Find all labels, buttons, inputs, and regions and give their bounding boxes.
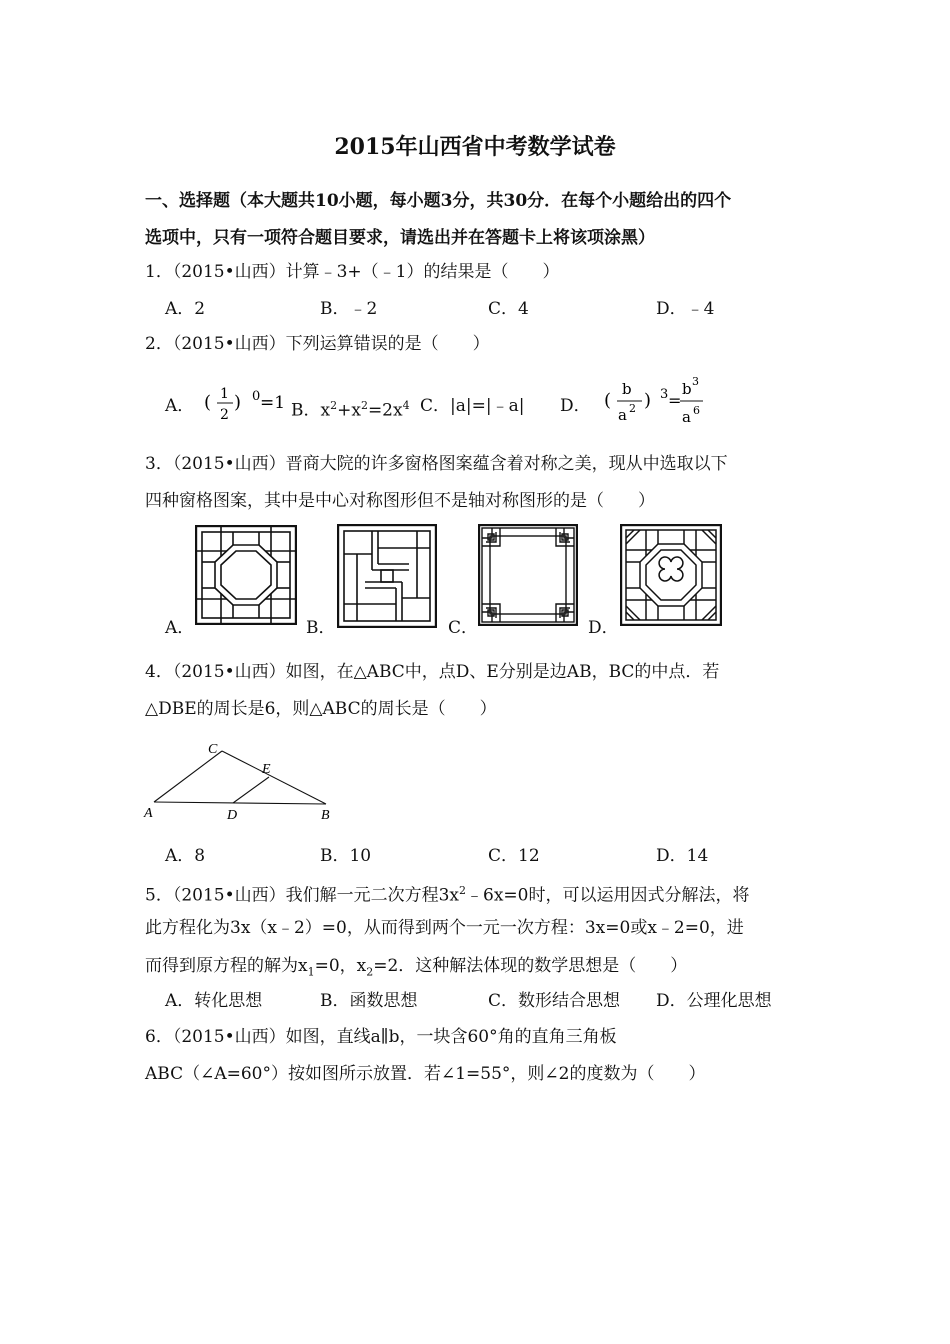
q2-d-equals: = [668,391,682,410]
q5-option-a: A．转化思想 [165,991,263,1011]
q1-option-c: C．4 [488,299,529,319]
q5-line2: 此方程化为3x（x﹣2）=0，从而得到两个一元一次方程：3x=0或x﹣2=0，进 [145,918,744,938]
q3-pattern-b [337,524,437,628]
q2-d-rhs-denominator: a [682,408,691,426]
q6-line2: ABC（∠A=60°）按如图所示放置．若∠1=55°，则∠2的度数为（ ） [145,1064,706,1084]
q1-option-b: B．﹣2 [320,299,378,319]
q5-line3-p2: =0，x [314,956,367,976]
q2-d-paren-left: ( [604,390,612,411]
q3-line1: 3．（2015•山西）晋商大院的许多窗格图案蕴含着对称之美，现从中选取以下 [145,454,728,474]
section-heading-line2: 选项中，只有一项符合题目要求，请选出并在答题卡上将该项涂黑） [145,228,655,248]
q2-b-exp1: 2 [330,399,338,412]
q2-b-plus: +x [337,400,361,421]
section-heading-line1: 一、选择题（本大题共10小题，每小题3分，共30分．在每个小题给出的四个 [145,191,732,211]
q4-side-ab [154,802,326,804]
q2-d-denominator: a [618,406,627,424]
q2-b-exp2: 2 [360,399,368,412]
q4-side-cb [222,751,326,804]
q2-b-exp3: 4 [402,399,410,412]
q3-option-c-label: C． [448,618,479,638]
q4-segment-de [233,777,269,803]
q4-option-d: D．14 [656,846,709,866]
q4-option-a: A．8 [165,846,206,866]
q2-a-numerator: 1 [220,386,229,402]
q5-line1 [145,880,749,907]
q3-option-b-label: B． [306,618,336,638]
q5-line3-p1: 而得到原方程的解为x [145,956,308,976]
q6-line1: 6．（2015•山西）如图，直线a∥b，一块含60°角的直角三角板 [145,1027,617,1047]
q3-option-a-label: A． [165,618,195,638]
page-title: 2015年山西省中考数学试卷 [334,134,616,160]
q2-option-d-label: D． [560,396,591,416]
q2-d-den-exp: 2 [629,402,636,415]
q4-label-e: E [262,762,271,777]
q3-pattern-d [620,524,722,626]
q2-b-eq: =2x [367,400,403,421]
q2-a-exponent: 0 [252,389,261,404]
q5-line3-sub2: 2 [366,965,374,979]
q3-line2: 四种窗格图案，其中是中心对称图形但不是轴对称图形的是（ ） [145,491,655,511]
q5-line1-sup: 2 [459,884,467,897]
q2-a-paren-left: ( [204,392,212,413]
q4-option-b: B．10 [320,846,372,866]
q5-option-b: B．函数思想 [320,991,418,1011]
q2-a-rhs: =1 [260,393,286,413]
q4-option-c: C．12 [488,846,540,866]
q4-triangle-figure [140,735,340,827]
q2-b-x1: x [320,400,331,421]
q1-option-a: A．2 [165,299,206,319]
q2-option-d-formula [600,374,710,432]
q2-a-paren-right: ) [234,392,242,413]
q5-line3-p3: =2．这种解法体现的数学思想是（ ） [373,956,688,976]
q2-d-exponent: 3 [660,387,669,402]
q2-stem: 2．（2015•山西）下列运算错误的是（ ） [145,334,490,354]
q2-option-a-label: A． [165,396,195,416]
q4-label-a: A [144,806,153,821]
q2-d-numerator: b [622,380,632,398]
q2-d-paren-right: ) [644,390,652,411]
q4-label-c: C [208,742,218,757]
q1-stem: 1．（2015•山西）计算﹣3+（﹣1）的结果是（ ） [145,262,560,282]
q2-d-rhs-num-exp: 3 [692,375,699,388]
q4-label-b: B [321,808,330,823]
q2-d-rhs-den-exp: 6 [693,404,700,417]
q5-line1-pre: 5．（2015•山西）我们解一元二次方程3x [145,885,460,906]
q2-b-label: B． [291,400,321,421]
q4-side-ac [154,751,222,802]
q3-pattern-c [478,524,578,626]
q5-option-d: D．公理化思想 [656,991,772,1011]
q4-label-d: D [227,808,238,823]
q2-a-denominator: 2 [220,407,229,423]
q2-option-a-formula [200,378,290,428]
q3-pattern-a [195,525,297,625]
q4-line1: 4．（2015•山西）如图，在△ABC中，点D、E分别是边AB，BC的中点．若 [145,662,720,682]
q2-option-b [291,395,410,422]
q5-line1-post: ﹣6x=0时，可以运用因式分解法，将 [466,885,750,906]
q5-line3 [145,955,687,983]
q2-d-rhs-numerator: b [682,380,692,398]
q5-option-c: C．数形结合思想 [488,991,621,1011]
q5-line3-sub1: 1 [307,965,315,979]
q3-option-d-label: D． [588,618,619,638]
q4-line2: △DBE的周长是6，则△ABC的周长是（ ） [145,699,497,719]
q1-option-d: D．﹣4 [656,299,715,319]
q2-option-c: C．|a|=|﹣a| [420,396,525,416]
